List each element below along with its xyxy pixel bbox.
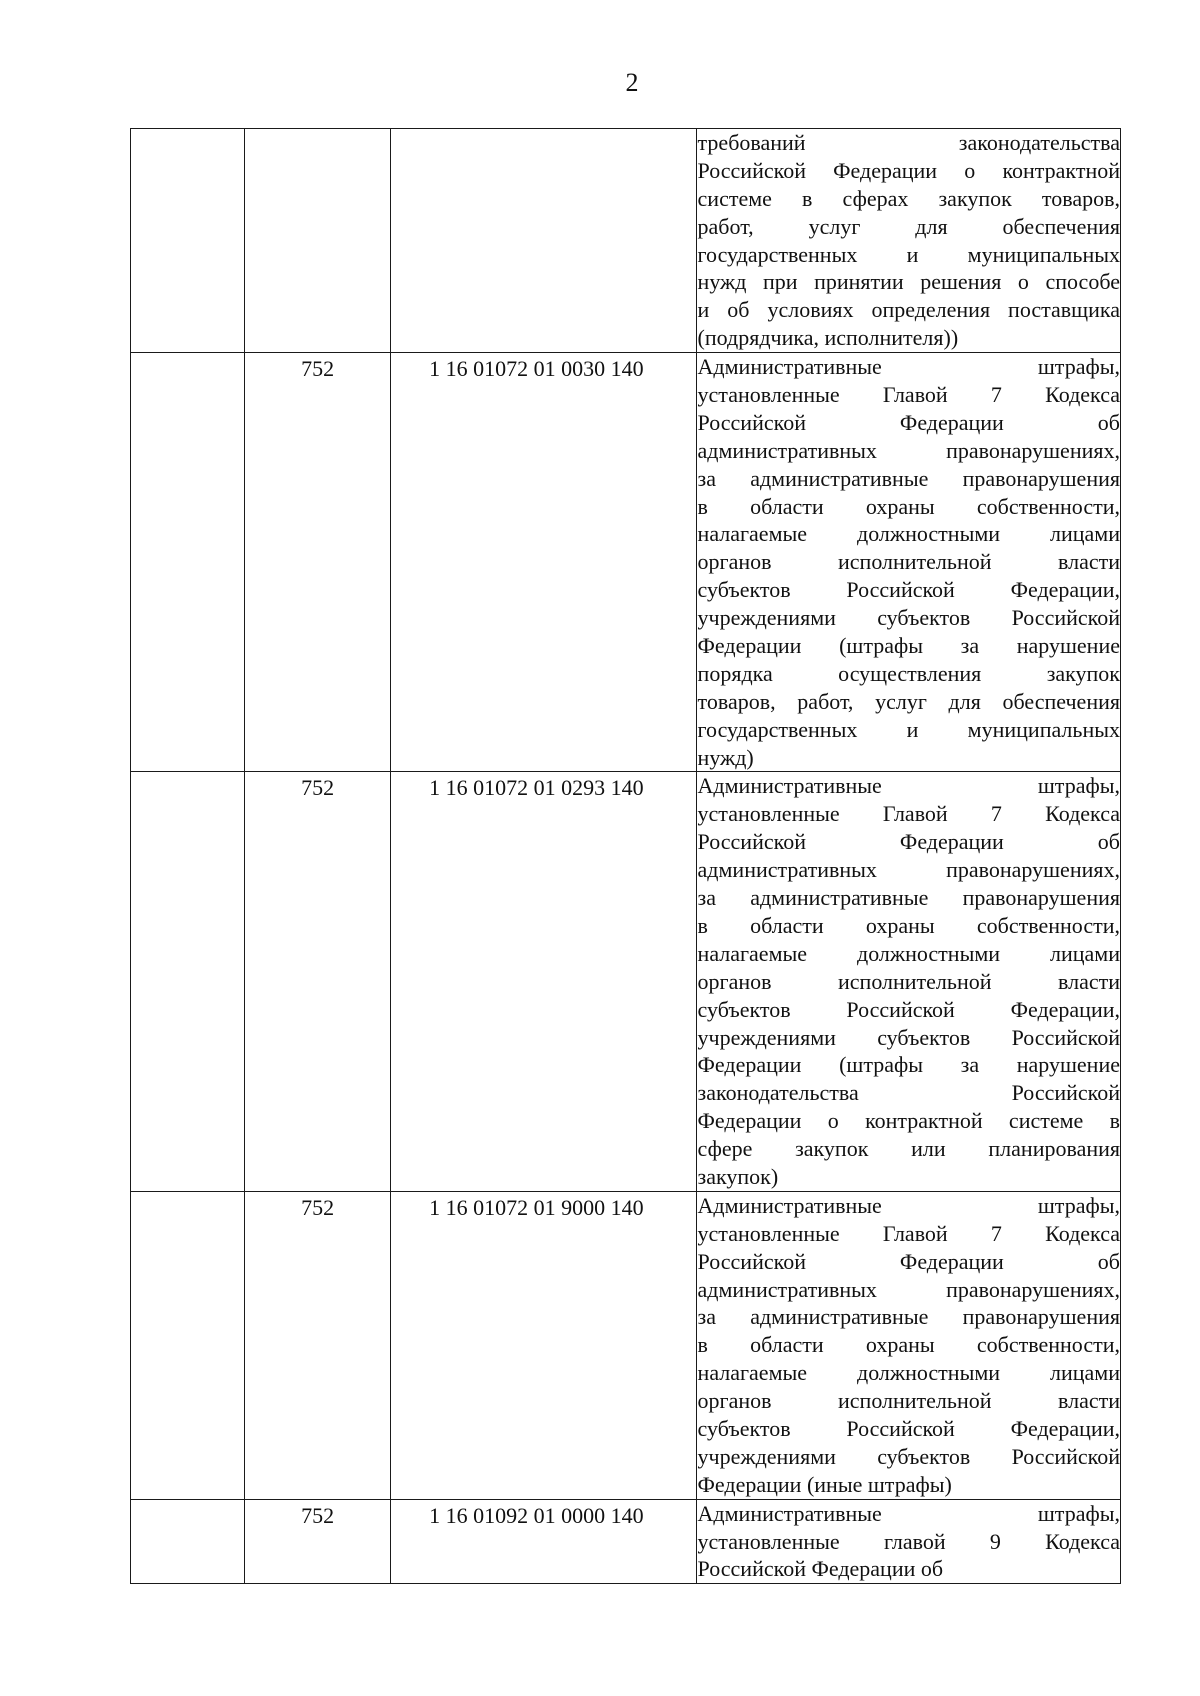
table-body xyxy=(131,129,1121,1584)
description-line: в области охраны собственности, xyxy=(697,493,1120,519)
description-line: Российской Федерации об xyxy=(697,829,1120,855)
kbk-code-cell: 1 16 01092 01 0000 140 xyxy=(391,1499,696,1584)
description-line: законодательства Российской xyxy=(697,1080,1120,1106)
empty-cell xyxy=(131,772,245,1191)
page-number: 2 xyxy=(625,68,639,97)
description-line: налагаемые должностными лицами xyxy=(697,940,1120,966)
table-row xyxy=(131,772,1121,1191)
description-cell xyxy=(696,129,1120,353)
description-line: установленные Главой 7 Кодекса xyxy=(697,382,1120,408)
description-line: учреждениями субъектов Российской xyxy=(697,605,1120,631)
description-line: в области охраны собственности, xyxy=(697,912,1120,938)
description-line: налагаемые должностными лицами xyxy=(697,521,1120,547)
description-line: Административные штрафы, xyxy=(697,354,1120,380)
description-cell xyxy=(696,1191,1120,1499)
description-line: государственных и муниципальных xyxy=(697,716,1120,742)
description-line: административных правонарушениях, xyxy=(697,857,1120,883)
kbk-code-cell xyxy=(391,129,696,353)
description-line: в области охраны собственности, xyxy=(697,1332,1120,1358)
kbk-code-cell: 1 16 01072 01 0030 140 xyxy=(391,353,696,772)
description-line: субъектов Российской Федерации, xyxy=(697,996,1120,1022)
description-line: Административные штрафы, xyxy=(697,773,1120,799)
description-line: Административные штрафы, xyxy=(697,1500,1120,1526)
empty-cell xyxy=(131,353,245,772)
description-cell xyxy=(696,772,1120,1191)
description-line: Российской Федерации об xyxy=(697,1248,1120,1274)
description-line: требований законодательства xyxy=(697,130,1120,155)
description-line: сфере закупок или планирования xyxy=(697,1136,1120,1162)
description-line: нужд при принятии решения о способе xyxy=(697,269,1120,295)
table-row xyxy=(131,1191,1121,1499)
budget-codes-table xyxy=(130,128,1121,1584)
admin-code-cell: 752 xyxy=(245,353,391,772)
description-line: Федерации (иные штрафы) xyxy=(697,1471,952,1497)
description-line: субъектов Российской Федерации, xyxy=(697,1415,1120,1441)
table-row xyxy=(131,129,1121,353)
empty-cell xyxy=(131,129,245,353)
description-cell xyxy=(696,353,1120,772)
description-line: налагаемые должностными лицами xyxy=(697,1360,1120,1386)
description-line: (подрядчика, исполнителя)) xyxy=(697,325,959,351)
description-line: Федерации (штрафы за нарушение xyxy=(697,1052,1120,1078)
description-line: Российской Федерации об xyxy=(697,409,1120,435)
description-line: учреждениями субъектов Российской xyxy=(697,1443,1120,1469)
description-line: установленные главой 9 Кодекса xyxy=(697,1528,1120,1554)
description-line: Российской Федерации об xyxy=(697,1556,944,1582)
description-line: государственных и муниципальных xyxy=(697,241,1120,267)
description-line: закупок) xyxy=(697,1163,779,1189)
admin-code-cell xyxy=(245,129,391,353)
description-line: административных правонарушениях, xyxy=(697,1276,1120,1302)
admin-code-cell: 752 xyxy=(245,1191,391,1499)
table-row xyxy=(131,1499,1121,1584)
description-cell xyxy=(696,1499,1120,1584)
empty-cell xyxy=(131,1499,245,1584)
description-line: системе в сферах закупок товаров, xyxy=(697,185,1120,211)
description-line: работ, услуг для обеспечения xyxy=(697,213,1120,239)
description-line: установленные Главой 7 Кодекса xyxy=(697,801,1120,827)
description-line: установленные Главой 7 Кодекса xyxy=(697,1220,1120,1246)
description-line: нужд) xyxy=(697,744,754,770)
description-line: за административные правонарушения xyxy=(697,1304,1120,1330)
admin-code-cell: 752 xyxy=(245,772,391,1191)
description-line: органов исполнительной власти xyxy=(697,968,1120,994)
description-line: товаров, работ, услуг для обеспечения xyxy=(697,688,1120,714)
description-line: органов исполнительной власти xyxy=(697,1388,1120,1414)
description-line: Российской Федерации о контрактной xyxy=(697,157,1120,183)
description-line: порядка осуществления закупок xyxy=(697,660,1120,686)
description-line: субъектов Российской Федерации, xyxy=(697,577,1120,603)
description-line: за административные правонарушения xyxy=(697,465,1120,491)
description-line: административных правонарушениях, xyxy=(697,437,1120,463)
description-line: органов исполнительной власти xyxy=(697,549,1120,575)
description-line: за административные правонарушения xyxy=(697,885,1120,911)
admin-code-cell: 752 xyxy=(245,1499,391,1584)
description-line: Федерации (штрафы за нарушение xyxy=(697,633,1120,659)
description-line: Административные штрафы, xyxy=(697,1192,1120,1218)
table-row xyxy=(131,353,1121,772)
kbk-code-cell: 1 16 01072 01 0293 140 xyxy=(391,772,696,1191)
kbk-code-cell: 1 16 01072 01 9000 140 xyxy=(391,1191,696,1499)
description-line: Федерации о контрактной системе в xyxy=(697,1108,1120,1134)
description-line: и об условиях определения поставщика xyxy=(697,297,1120,323)
description-line: учреждениями субъектов Российской xyxy=(697,1024,1120,1050)
empty-cell xyxy=(131,1191,245,1499)
